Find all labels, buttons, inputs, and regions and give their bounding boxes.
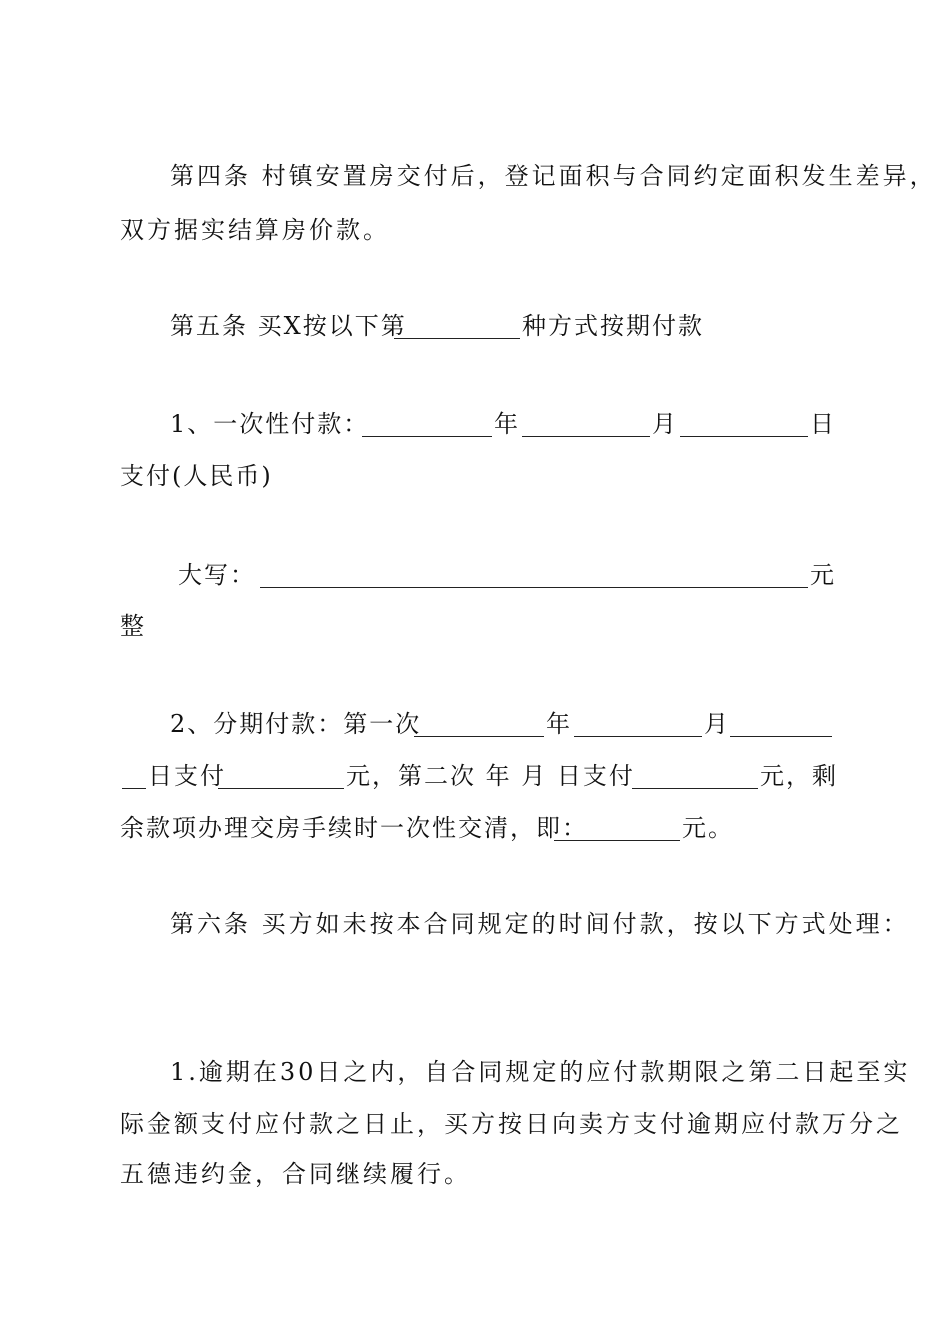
remaining-label: 元，剩 [760, 762, 838, 790]
yuan-label: 元 [810, 561, 836, 589]
installment-day-blank-a[interactable] [730, 710, 832, 737]
capital-amount-line-1 [0, 555, 950, 595]
lump-sum-year-blank[interactable] [362, 410, 492, 437]
article-4-line-1 [0, 156, 950, 196]
first-amount-blank[interactable] [218, 762, 344, 789]
installment-label: 2、分期付款：第一次 [170, 710, 422, 738]
article-5-text-b: 种方式按期付款 [522, 312, 704, 340]
article-4-text-1: 第四条 村镇安置房交付后，登记面积与合同约定面积发生差异， [170, 162, 937, 190]
overdue-text-2: 际金额支付应付款之日止，买方按日向卖方支付逾期应付款万分之 [120, 1110, 903, 1138]
installment-line-1 [0, 704, 950, 744]
capital-amount-label: 大写： [178, 561, 256, 589]
article-5-line [0, 306, 950, 346]
month-label: 月 [652, 410, 678, 438]
lump-sum-currency: 支付(人民币) [120, 462, 273, 490]
overdue-line-3 [0, 1154, 950, 1194]
capital-amount-blank[interactable] [260, 561, 808, 588]
overdue-line-2 [0, 1104, 950, 1144]
installment-month-label: 月 [704, 710, 730, 738]
installment-year-blank[interactable] [414, 710, 544, 737]
second-installment-label: 元，第二次 年 月 日支付 [346, 762, 635, 790]
remaining-yuan-label: 元。 [682, 814, 734, 842]
lump-sum-line-2 [0, 456, 950, 496]
article-5-text-a: 第五条 买X按以下第 [170, 312, 407, 340]
lump-sum-day-blank[interactable] [680, 410, 808, 437]
article-4-line-2 [0, 210, 950, 250]
remaining-text: 余款项办理交房手续时一次性交清，即： [120, 814, 588, 842]
overdue-text-3: 五德违约金，合同继续履行。 [120, 1160, 471, 1188]
payment-method-blank[interactable] [394, 312, 520, 339]
capital-amount-line-2 [0, 606, 950, 646]
installment-line-2 [0, 756, 950, 796]
lump-sum-month-blank[interactable] [522, 410, 650, 437]
installment-year-label: 年 [546, 710, 572, 738]
year-label: 年 [494, 410, 520, 438]
zheng-label: 整 [120, 612, 146, 640]
article-6-line [0, 904, 950, 944]
installment-month-blank[interactable] [574, 710, 702, 737]
installment-line-3 [0, 808, 950, 848]
article-6-text: 第六条 买方如未按本合同规定的时间付款，按以下方式处理： [170, 910, 910, 938]
installment-pay-label: 日支付 [148, 762, 226, 790]
second-amount-blank[interactable] [632, 762, 758, 789]
lump-sum-line-1 [0, 404, 950, 444]
installment-day-blank-b[interactable] [122, 762, 146, 789]
overdue-line-1 [0, 1052, 950, 1092]
article-4-text-2: 双方据实结算房价款。 [120, 216, 390, 244]
lump-sum-label: 1、一次性付款： [170, 410, 370, 438]
day-label: 日 [810, 410, 836, 438]
remaining-amount-blank[interactable] [554, 814, 680, 841]
overdue-text-1: 1.逾期在30日之内，自合同规定的应付款期限之第二日起至实 [170, 1058, 911, 1086]
